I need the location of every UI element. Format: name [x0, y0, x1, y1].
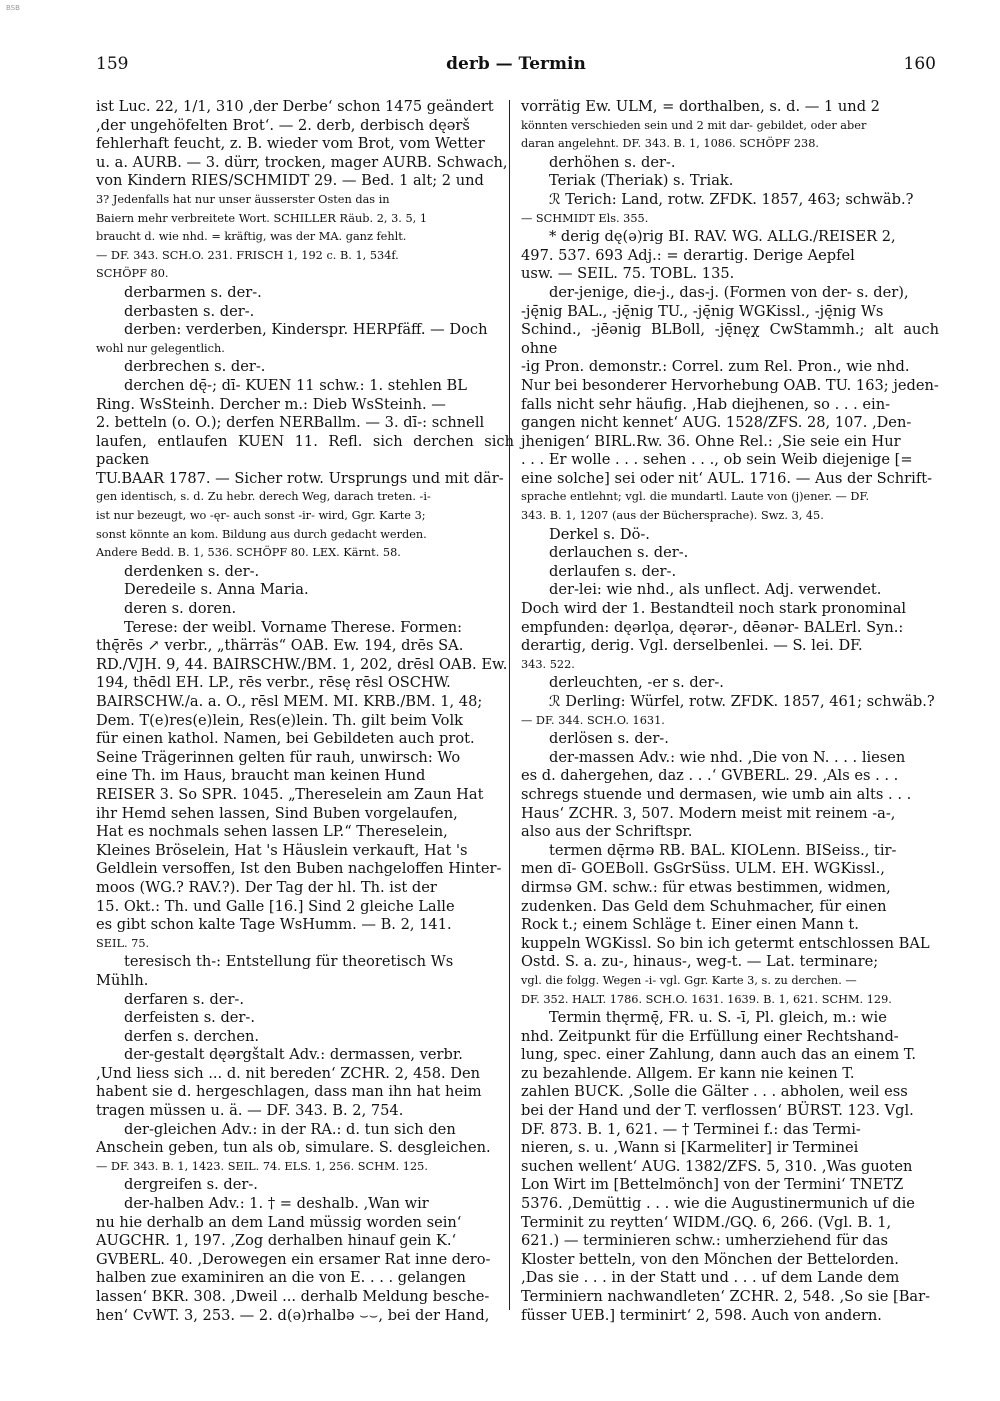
running-head — [96, 54, 936, 82]
text-line: von Kindern RIES/SCHMIDT 29. — Bed. 1 alt; 2 und — [96, 172, 484, 190]
entry-line: derchen dę̄-; dī- KUEN 11 schw.: 1. stehlen BL — [124, 376, 467, 394]
column-divider — [509, 100, 510, 1310]
text-line: RD./VJH. 9, 44. BAIRSCHW./BM. 1, 202, drēsl OAB. Ew. — [96, 655, 508, 673]
entry-line: derlauchen s. der-. — [549, 544, 689, 562]
text-line: halben zue examiniren an die von E. . . . gelangen — [96, 1269, 466, 1287]
entry-line: dergreifen s. der-. — [124, 1176, 258, 1194]
text-line: Ostd. S. a. zu-, hinaus-, weg-t. — Lat. terminare; — [521, 953, 879, 971]
text-line: könnten verschieden sein und 2 mit dar- gebildet, oder aber — [521, 118, 867, 132]
entry-line: deren s. doren. — [124, 600, 237, 618]
text-line: Doch wird der 1. Bestandteil noch stark pronominal — [521, 600, 907, 618]
page-number-right: 160 — [903, 54, 936, 74]
text-line: vgl. die folgg. Wegen -i- vgl. Ggr. Karte 3, s. zu derchen. — — [521, 973, 857, 987]
text-line: empfunden: dęərlǫa, dęərər-, dēənər- BALErl. Syn.: — [521, 618, 904, 636]
entry-line: Derkel s. Dö-. — [549, 525, 650, 543]
text-line: Lon Wirt im [Bettelmönch] von der Termini‘ TNETZ — [521, 1176, 904, 1194]
text-line: Haus‘ ZCHR. 3, 507. Modern meist mit reinem -a-, — [521, 804, 896, 822]
text-line: Geldlein versoffen, Ist den Buben nachgeloffen Hinter- — [96, 860, 502, 878]
text-line: 194, thēdl EH. LP., rēs verbr., rēsę rēsl OSCHW. — [96, 674, 451, 692]
text-line: . . . Er wolle . . . sehen . . ., ob sein Weib diejenige [= — [521, 451, 913, 469]
text-line: Mühlh. — [96, 971, 149, 989]
text-line: lung, spec. einer Zahlung, dann auch das an einem T. — [521, 1046, 917, 1064]
entry-line: derbrechen s. der-. — [124, 358, 266, 376]
text-line: daran angelehnt. DF. 343. B. 1, 1086. SCHÖPF 238. — [521, 137, 819, 151]
text-line: lassen‘ BKR. 308. ‚Dweil ... derhalb Meldung besche- — [96, 1288, 490, 1305]
text-line: fehlerhaft feucht, z. B. wieder vom Brot, vom Wetter — [96, 135, 485, 153]
text-line: wohl nur gelegentlich. — [96, 341, 225, 355]
text-line: Terminit zu reytten‘ WIDM./GQ. 6, 266. (Vgl. B. 1, — [521, 1213, 892, 1231]
text-line: falls nicht sehr häufig. ‚Hab diejhenen, so . . . ein- — [521, 395, 891, 413]
text-line: bei der Hand und der T. verflossen‘ BÜRST. 123. Vgl. — [521, 1102, 914, 1120]
entry-line: Teriak (Theriak) s. Triak. — [549, 172, 734, 190]
entry-line: derleuchten, -er s. der-. — [549, 674, 724, 692]
text-line: dirmsə GM. schw.: für etwas bestimmen, widmen, — [521, 878, 891, 896]
text-line: sonst könnte an kom. Bildung aus durch gedacht werden. — [96, 527, 427, 541]
entry-line: Termin thęrmę̄, FR. u. S. -ī, Pl. gleich, m.: wie — [549, 1009, 887, 1027]
text-line: 497. 537. 693 Adj.: = derartig. Derige Aepfel — [521, 246, 855, 264]
running-title: derb — Termin — [446, 54, 586, 74]
text-line: hen‘ CvWT. 3, 253. — 2. d(ə)rhalbə ⌣⌣, bei der Hand, — [96, 1306, 490, 1324]
text-line: AUGCHR. 1, 197. ‚Zog derhalben hinauf gein K.‘ — [96, 1232, 457, 1250]
text-line: -ig Pron. demonstr.: Correl. zum Rel. Pron., wie nhd. — [521, 358, 910, 376]
text-line: laufen, entlaufen KUEN 11. Refl. sich derchen sich packen — [96, 432, 514, 469]
text-line: 343. B. 1, 1207 (aus der Büchersprache). Swz. 3, 45. — [521, 509, 824, 523]
text-line: 3? Jedenfalls hat nur unser äusserster Osten das in — [96, 192, 390, 206]
text-line: derartig, derig. Vgl. derselbenlei. — S. lei. DF. — [521, 637, 863, 655]
entry-line: derdenken s. der-. — [124, 562, 260, 580]
text-line: Baiern mehr verbreitete Wort. SCHILLER Räub. 2, 3. 5, 1 — [96, 211, 428, 225]
entry-line: teresisch th-: Entstellung für theoretisch Ws — [124, 953, 454, 971]
entry-line: derbarmen s. der-. — [124, 283, 262, 301]
text-line: nhd. Zeitpunkt für die Erfüllung einer Rechtshand- — [521, 1027, 899, 1045]
entry-line: derben: verderben, Kinderspr. HERPfäff. — Doch — [124, 321, 488, 339]
entry-line: der-gestalt dęərgštalt Adv.: dermassen, verbr. — [124, 1046, 463, 1064]
entry-line: derlaufen s. der-. — [549, 562, 677, 580]
text-line: Kloster betteln, von den Mönchen der Bettelorden. — [521, 1250, 899, 1268]
entry-line: der-halben Adv.: 1. † = deshalb. ‚Wan wir — [124, 1195, 429, 1213]
entry-line: der-gleichen Adv.: in der RA.: d. tun sich den — [124, 1120, 456, 1138]
text-line: ihr Hemd sehen lassen, Sind Buben vorgelaufen, — [96, 804, 458, 822]
text-line: füsser UEB.] terminirt‘ 2, 598. Auch von andern. — [521, 1306, 882, 1324]
entry-line: Deredeile s. Anna Maria. — [124, 581, 309, 599]
text-line: vorrätig Ew. ULM, = dorthalben, s. d. — 1 und 2 — [521, 98, 880, 115]
text-line: zu bezahlende. Allgem. Er kann nie keinen T. — [521, 1064, 855, 1082]
text-line: Dem. T(e)res(e)lein, Res(e)lein. Th. gilt beim Volk — [96, 711, 463, 729]
text-line: zudenken. Das Geld dem Schuhmacher, für einen — [521, 897, 887, 915]
text-line: tragen müssen u. ä. — DF. 343. B. 2, 754. — [96, 1102, 404, 1120]
text-line: GVBERL. 40. ‚Derowegen ein ersamer Rat inne dero- — [96, 1250, 491, 1268]
text-line: eine solche] sei oder nit‘ AUL. 1716. — Aus der Schrift- — [521, 469, 933, 487]
entry-line: der-lei: wie nhd., als unflect. Adj. verwendet. — [549, 581, 882, 599]
text-line: eine Th. im Haus, braucht man keinen Hund — [96, 767, 426, 785]
text-line: für einen kathol. Namen, bei Gebildeten auch prot. — [96, 730, 475, 748]
text-line: Hat es nochmals sehen lassen LP.“ Thereselein, — [96, 823, 448, 841]
library-watermark: BSB — [6, 4, 20, 12]
page-number-left: 159 — [96, 54, 129, 74]
text-line: usw. — SEIL. 75. TOBL. 135. — [521, 265, 735, 283]
text-line: ‚Und liess sich ... d. nit bereden‘ ZCHR. 2, 458. Den — [96, 1064, 480, 1082]
text-line: REISER 3. So SPR. 1045. „Thereselein am Zaun Hat — [96, 785, 484, 803]
text-line: ist Luc. 22, 1/1, 310 ‚der Derbe‘ schon 1475 geändert — [96, 98, 494, 115]
text-line: ‚Das sie . . . in der Statt und . . . uf dem Lande dem — [521, 1269, 900, 1287]
text-line: ist nur bezeugt, wo -ęr- auch sonst -ir- wird, Ggr. Karte 3; — [96, 509, 426, 523]
text-line: gangen nicht kennet‘ AUG. 1528/ZFS. 28, 107. ‚Den- — [521, 414, 912, 432]
entry-line: derfeisten s. der-. — [124, 1009, 255, 1027]
text-line: — DF. 343. SCH.O. 231. FRISCH 1, 192 c. B. 1, 534f. — [96, 248, 399, 262]
text-line: SCHÖPF 80. — [96, 267, 169, 281]
text-line: 5376. ‚Demüttig . . . wie die Augustinermunich uf die — [521, 1195, 915, 1213]
entry-line: der-massen Adv.: wie nhd. ‚Die von N. . . . liesen — [549, 748, 906, 766]
text-line: es gibt schon kalte Tage WsHumm. — B. 2, 141. — [96, 916, 452, 934]
text-line: TU.BAAR 1787. — Sicher rotw. Ursprungs und mit där- — [96, 469, 504, 487]
text-line: — SCHMIDT Els. 355. — [521, 211, 649, 225]
text-line: moos (WG.? RAV.?). Der Tag der hl. Th. ist der — [96, 878, 437, 896]
entry-line: ℛ Derling: Würfel, rotw. ZFDK. 1857, 461; schwäb.? — [549, 693, 935, 710]
entry-line: der-jenige, die-j., das-j. (Formen von der- s. der), — [549, 283, 909, 301]
text-line: kuppeln WGKissl. So bin ich getermt entschlossen BAL — [521, 934, 930, 952]
text-line: men dī- GOEBoll. GsGrSüss. ULM. EH. WGKissl., — [521, 860, 885, 878]
text-line: — DF. 344. SCH.O. 1631. — [521, 713, 665, 727]
text-line: 343. 522. — [521, 657, 575, 671]
text-line: schregs stuende und dermasen, wie umb ain alts . . . — [521, 785, 912, 803]
text-line: nieren, s. u. ‚Wann si [Karmeliter] ir Terminei — [521, 1139, 859, 1157]
text-line: DF. 352. HALT. 1786. SCH.O. 1631. 1639. B. 1, 621. SCHM. 129. — [521, 992, 892, 1006]
text-line: BAIRSCHW./a. a. O., rēsl MEM. MI. KRB./BM. 1, 48; — [96, 693, 483, 710]
text-line: zahlen BUCK. ‚Solle die Gälter . . . abholen, weil ess — [521, 1083, 908, 1101]
text-line: -ję̄nig BAL., -ję̄nig TU., -ję̄nig WGKissl., -ję̄nig Ws — [521, 302, 884, 320]
entry-line: derhöhen s. der-. — [549, 153, 676, 171]
text-line: Anschein geben, tun als ob, simulare. S. desgleichen. — [96, 1139, 491, 1157]
text-line: 2. betteln (o. O.); derfen NERBallm. — 3. dī-: schnell — [96, 414, 485, 432]
text-line: 621.) — terminieren schw.: umherziehend für das — [521, 1232, 889, 1250]
text-line: Kleines Bröselein, Hat 's Häuslein verkauft, Hat 's — [96, 841, 468, 859]
text-line: braucht d. wie nhd. = kräftig, was der MA. ganz fehlt. — [96, 230, 407, 244]
text-line: SEIL. 75. — [96, 936, 150, 950]
text-line: 15. Okt.: Th. und Galle [16.] Sind 2 gleiche Lalle — [96, 897, 455, 915]
text-line: Rock t.; einem Schläge t. Einer einen Mann t. — [521, 916, 859, 934]
entry-line: * derig dę(ə)rig BI. RAV. WG. ALLG./REISER 2, — [549, 228, 896, 246]
text-line: nu hie derhalb an dem Land müssig worden sein‘ — [96, 1213, 462, 1231]
text-line: also aus der Schriftspr. — [521, 823, 693, 841]
left-column — [96, 98, 514, 1325]
text-line: DF. 873. B. 1, 621. — † Terminei f.: das Termi- — [521, 1120, 861, 1138]
entry-line: termen dę̄rmə RB. BAL. KIOLenn. BISeiss., tir- — [549, 841, 897, 859]
text-line: Seine Trägerinnen gelten für rauh, unwirsch: Wo — [96, 748, 461, 766]
entry-line: derbasten s. der-. — [124, 302, 255, 320]
text-line: thę̄rēs ↗ verbr., „thärräs“ OAB. Ew. 194, drēs SA. — [96, 637, 464, 655]
text-line: habent sie d. hergeschlagen, dass man ihn hat heim — [96, 1083, 482, 1101]
right-column — [521, 98, 939, 1325]
text-line: — DF. 343. B. 1, 1423. SEIL. 74. ELS. 1, 256. SCHM. 125. — [96, 1159, 428, 1173]
entry-line: derfen s. derchen. — [124, 1027, 259, 1045]
text-line: gen identisch, s. d. Zu hebr. derech Weg, darach treten. -i- — [96, 490, 431, 504]
text-line: es d. dahergehen, daz . . .‘ GVBERL. 29. ‚Als es . . . — [521, 767, 899, 785]
entry-line: derfaren s. der-. — [124, 990, 244, 1008]
entry-line: Terese: der weibl. Vorname Therese. Formen: — [124, 618, 463, 636]
text-line: Ring. WsSteinh. Dercher m.: Dieb WsSteinh. — — [96, 395, 446, 413]
entry-line: derlösen s. der-. — [549, 730, 669, 748]
text-line: Nur bei besonderer Hervorhebung OAB. TU. 163; jeden- — [521, 376, 939, 394]
text-line: suchen wellent‘ AUG. 1382/ZFS. 5, 310. ‚Was guoten — [521, 1157, 913, 1175]
text-line: sprache entlehnt; vgl. die mundartl. Laute von (j)ener. — DF. — [521, 490, 870, 504]
text-line: Schind., -jēənig BLBoll, -ję̄nęχ CwStammh.; alt auch ohne — [521, 321, 939, 357]
text-line: Terminiern nachwandleten‘ ZCHR. 2, 548. ‚So sie [Bar- — [521, 1288, 931, 1305]
text-line: ‚der ungehöfelten Brot‘. — 2. derb, derbisch dęərš — [96, 116, 470, 134]
text-line: u. a. AURB. — 3. dürr, trocken, mager AURB. Schwach, — [96, 153, 508, 171]
text-line: jhenigen‘ BIRL.Rw. 36. Ohne Rel.: ‚Sie seie ein Hur — [521, 432, 901, 450]
entry-line: ℛ Terich: Land, rotw. ZFDK. 1857, 463; schwäb.? — [549, 190, 914, 208]
text-line: Andere Bedd. B. 1, 536. SCHÖPF 80. LEX. Kärnt. 58. — [96, 546, 401, 560]
